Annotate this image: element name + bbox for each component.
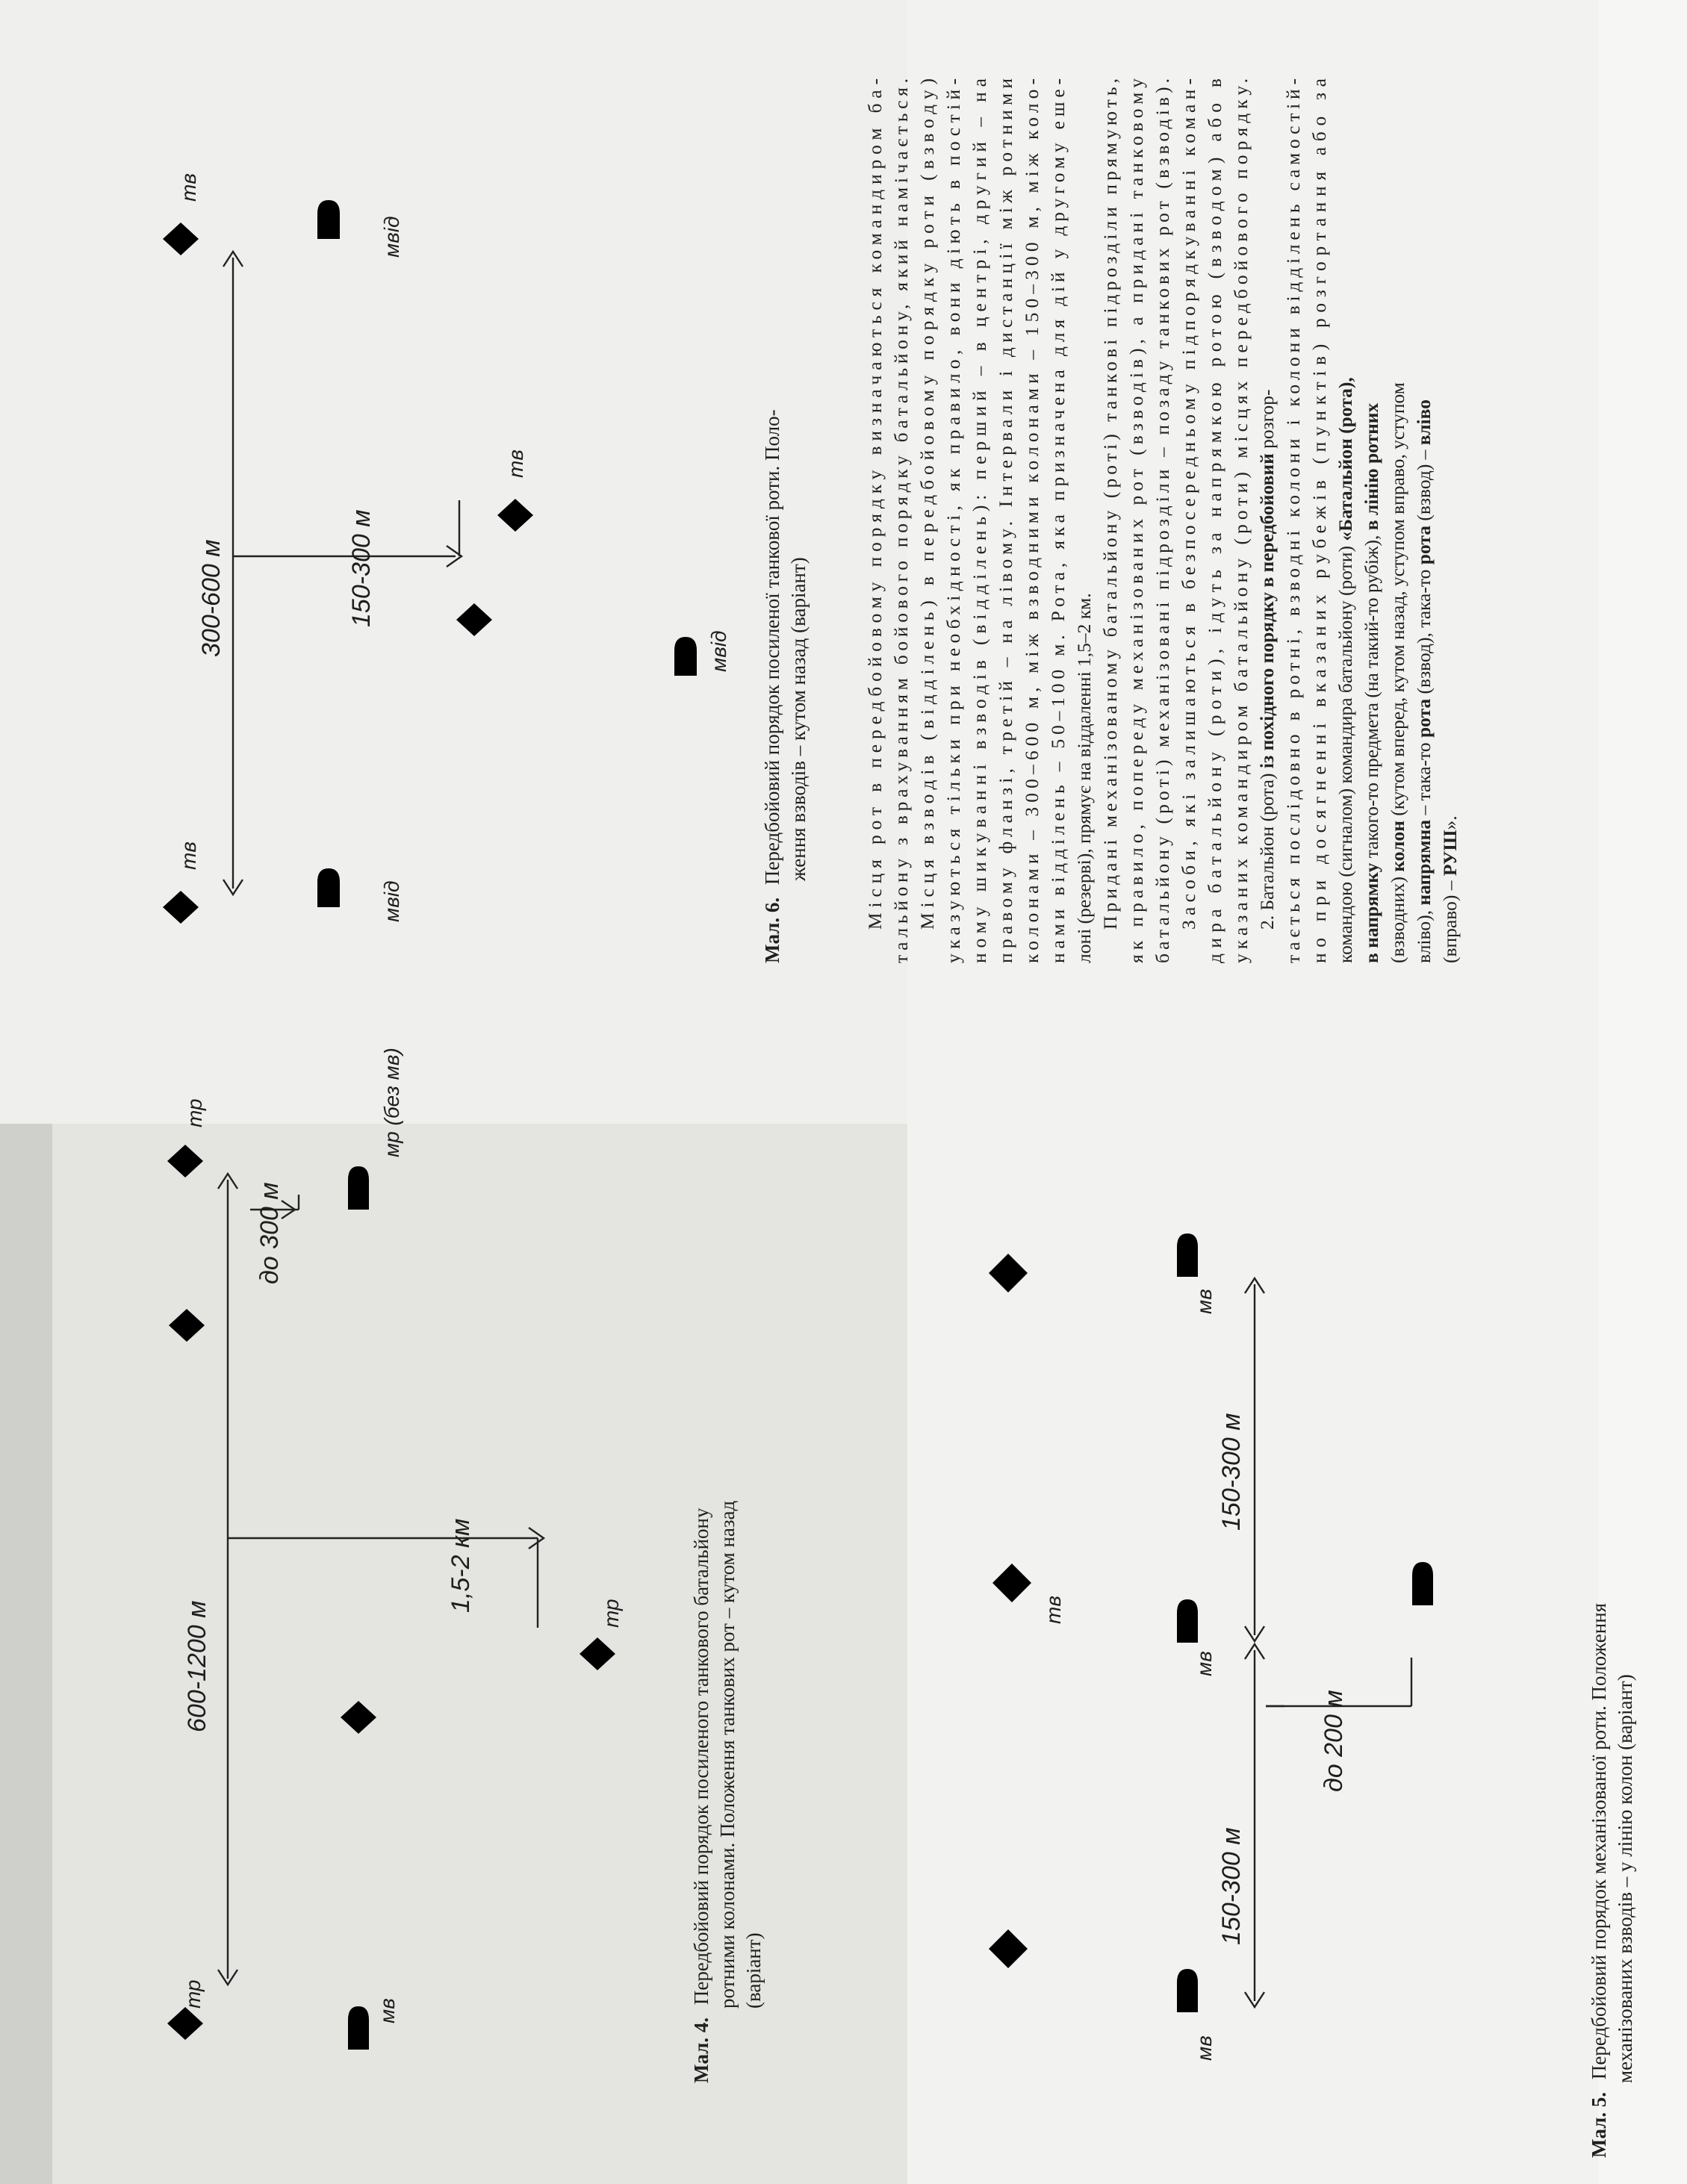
body-line-20b: такого-то предмета (на такий-то рубіж), — [1361, 530, 1382, 863]
body-line-01: Місця рот в передбойовому порядку визначаються командиром ба- — [864, 78, 886, 930]
body-line-04: указуються тільки при необхідності, як правило, вони діють в постій- — [942, 78, 964, 963]
body-line-16b: із похідного порядку в передбойовий — [1256, 453, 1278, 769]
fig4-label-tr-b: тр — [183, 1098, 206, 1127]
body-line-20 — [1361, 403, 1382, 963]
fig4-depth-distance: 1,5-2 км — [447, 1518, 475, 1613]
fig6-label-mvid-c: мвід — [707, 630, 730, 672]
fig5-label-mv-a: мв — [1193, 2035, 1216, 2061]
fig5-caption — [1588, 1603, 1610, 2158]
fig5-caption-line1: Передбойовий порядок механізованої роти. Положення — [1588, 1602, 1610, 2080]
fig6-apc-left — [317, 868, 340, 907]
fig4-label-tr-c: тр — [600, 1599, 623, 1628]
fig6-caption-line2: ження взводів – кутом назад (варіант) — [787, 557, 810, 881]
body-line-05: ному шикуванні взводів (відділень): перший – в центрі, другий – на — [969, 78, 990, 963]
body-line-22b: напрямна — [1413, 820, 1435, 906]
fig5-label-mv-b: мв — [1193, 1651, 1216, 1676]
fig5-caption-line2: механізованих взводів – у лінію колон (варіант) — [1614, 1674, 1636, 2083]
body-line-22d: рота — [1413, 698, 1435, 738]
fig5-right-distance: 150-300 м — [1217, 1413, 1246, 1531]
fig4-step-distance: до 300 м — [255, 1182, 284, 1284]
fig6-label-mvid-a: мвід — [380, 880, 403, 922]
fig4-front-distance: 600-1200 м — [183, 1600, 211, 1732]
body-line-22f: рота — [1413, 526, 1435, 565]
fig5-label-tv: тв — [1042, 1596, 1065, 1624]
fig5-label-mv-c: мв — [1193, 1289, 1216, 1314]
body-line-21c: (кутом вперед, кутом назад, уступом вправо, уступом — [1387, 382, 1408, 821]
body-line-20a: в напрямку — [1361, 862, 1382, 963]
body-line-16a: 2. Батальйон (рота) — [1256, 768, 1278, 930]
body-line-08: нами відділень – 50–100 м. Рота, яка призначена для дій у другому еше- — [1047, 78, 1069, 963]
fig6-caption-line1: Передбойовий порядок посиленої танкової роти. Поло- — [761, 409, 783, 886]
body-line-21a: (взводних) — [1387, 871, 1408, 963]
body-line-23c: ». — [1439, 815, 1461, 830]
body-line-20c: в лінію ротних — [1361, 402, 1382, 531]
body-line-23a: (вправо) – — [1439, 876, 1461, 963]
body-line-03: Місця взводів (відділень) в передбойовому порядку роти (взводу) — [916, 78, 938, 930]
fig5-left-distance: 150-300 м — [1217, 1827, 1246, 1945]
body-line-11: як правило, попереду механізованих рот (взводів), а придані танковому — [1125, 78, 1147, 963]
body-line-19 — [1335, 377, 1356, 963]
body-line-22g: (взвод) – — [1413, 445, 1435, 526]
fig6-label-mvid-b: мвід — [380, 216, 403, 258]
body-line-19a: командою (сигналом) командира батальйону (роти) — [1335, 541, 1356, 963]
body-line-21b: колон — [1387, 821, 1408, 872]
body-line-17: тається послідовно в ротні, взводні колони і колони відділень самостій- — [1282, 78, 1304, 963]
body-line-23b: РУШ — [1439, 830, 1461, 877]
fig4-label-mv-a: мв — [376, 1998, 399, 2023]
fig6-label-tv-b: тв — [177, 173, 200, 202]
fig4-caption-prefix: Мал. 4. — [690, 2017, 712, 2083]
body-line-16 — [1256, 389, 1278, 930]
body-line-21 — [1387, 382, 1408, 963]
body-line-09: лоні (резерві), прямує на віддаленні 1,5–2 км. — [1073, 593, 1095, 963]
fig6-label-tv-c: тв — [504, 449, 527, 478]
fig6-caption — [761, 409, 783, 963]
fig4-caption-line2: ротними колонами. Положення танкових рот – кутом назад — [716, 1500, 739, 2009]
body-line-23 — [1439, 815, 1461, 963]
body-line-22 — [1413, 399, 1435, 963]
fig4-label-mr: мр (без мв) — [380, 1048, 403, 1157]
body-line-13: Засоби, які залишаються в безпосередньому підпорядкуванні коман- — [1178, 78, 1199, 930]
body-line-06: правому фланзі, третій – на лівому. Інтервали і дистанції між ротними — [995, 78, 1016, 963]
fig6-depth-distance: 150-300 м — [347, 509, 376, 627]
body-line-15: указаних командиром батальйону (роти) місцях передбойового порядку. — [1230, 78, 1252, 963]
body-line-07: колонами – 300–600 м, між взводними колонами – 150–300 м, між коло- — [1021, 78, 1043, 963]
fig4-caption-line3: (варіант) — [742, 1932, 765, 2009]
fig6-apc-rear — [674, 637, 697, 676]
body-line-22h: вліво — [1413, 399, 1435, 446]
fig6-caption-prefix: Мал. 6. — [761, 897, 783, 963]
body-line-22c: – така-то — [1413, 738, 1435, 821]
fig4-label-tr-a: тр — [181, 1979, 205, 2009]
body-line-10: Придані механізованому батальйону (роті) танкові підрозділи прямують, — [1099, 78, 1121, 930]
fig4-caption — [690, 1508, 712, 2083]
fig6-front-distance: 300-600 м — [197, 539, 226, 657]
body-line-02: тальйону з врахуванням бойового порядку батальйону, який намічається. — [890, 78, 912, 963]
fig5-caption-prefix: Мал. 5. — [1588, 2091, 1610, 2158]
fig6-apc-right — [317, 200, 340, 239]
body-line-22e: (взвод), така-то — [1413, 564, 1435, 699]
body-line-12: батальйону (роті) механізовані підрозділи – позаду танкових рот (взводів). — [1152, 78, 1173, 963]
body-line-16c: розгор- — [1256, 389, 1278, 454]
body-line-18: но при досягненні вказаних рубежів (пунктів) розгортання або за — [1308, 78, 1330, 963]
body-line-19b: «Батальйон (рота), — [1335, 377, 1356, 541]
fig6-label-tv-a: тв — [177, 841, 200, 870]
body-line-14: дира батальйону (роти), ідуть за напрямкою ротою (взводом) або в — [1204, 78, 1225, 963]
body-line-22a: вліво), — [1413, 905, 1435, 963]
fig5-step-distance: до 200 м — [1320, 1690, 1348, 1792]
fig4-caption-line1: Передбойовий порядок посиленого танкового батальйону — [690, 1508, 712, 2006]
